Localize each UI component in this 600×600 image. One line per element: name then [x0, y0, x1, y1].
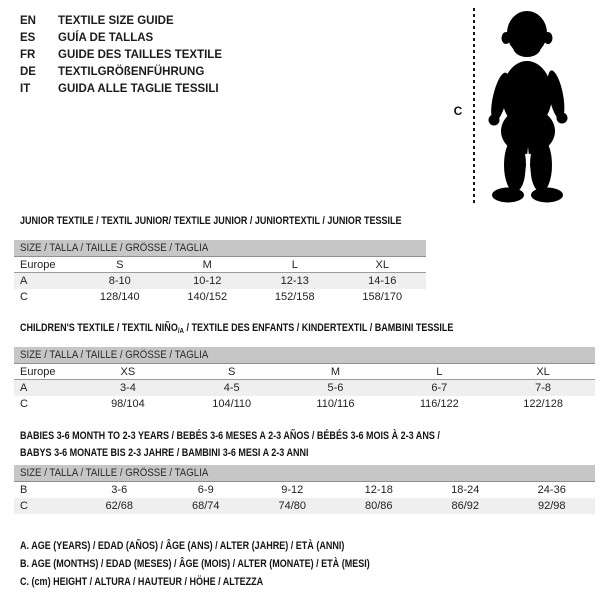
- lang-row-en: [20, 12, 222, 29]
- size-header-band: [14, 240, 426, 257]
- row-label: Europe: [20, 366, 56, 378]
- age-cell: 6-7: [431, 382, 448, 394]
- row-label: C: [20, 291, 28, 303]
- lang-row-de: [20, 63, 222, 80]
- height-cell: 122/128: [523, 398, 563, 410]
- age-cell: 5-6: [327, 382, 344, 394]
- row-label: C: [20, 398, 28, 410]
- month-cell: 3-6: [111, 484, 128, 496]
- table-row-europe: [14, 257, 426, 273]
- guide-title: GUÍA DE TALLAS: [58, 31, 154, 44]
- lang-row-es: [20, 29, 222, 46]
- children-title-post: / TEXTILE DES ENFANTS / KINDERTEXTIL / BAMBINI TESSILE: [183, 322, 454, 334]
- row-label: Europe: [20, 259, 56, 271]
- size-cell: XL: [375, 259, 389, 271]
- baby-silhouette-image: [481, 7, 576, 205]
- size-header-text: SIZE / TALLA / TAILLE / GRÖSSE / TAGLIA: [20, 242, 209, 254]
- month-cell: 9-12: [281, 484, 304, 496]
- language-title-list: [20, 12, 222, 97]
- guide-title: GUIDA ALLE TAGLIE TESSILI: [58, 82, 219, 95]
- size-header-band: [14, 347, 595, 364]
- table-row-c: [14, 396, 595, 412]
- guide-title: GUIDE DES TAILLES TEXTILE: [58, 48, 222, 61]
- month-cell: 6-9: [197, 484, 214, 496]
- footnote-b-text: B. AGE (MONTHS) / EDAD (MESES) / ÂGE (MOIS) / ALTER (MONATE) / ETÀ (MESI): [20, 558, 370, 570]
- height-cell: 128/140: [99, 291, 140, 303]
- age-cell: 10-12: [193, 275, 222, 287]
- size-header-band: [14, 465, 595, 482]
- age-cell: 8-10: [108, 275, 131, 287]
- legend-footnotes: [20, 537, 447, 591]
- row-label: A: [20, 382, 28, 394]
- table-row-europe: [14, 364, 595, 380]
- age-cell: 3-4: [119, 382, 136, 394]
- children-size-table: [14, 347, 595, 412]
- month-cell: 24-36: [537, 484, 566, 496]
- children-title-pre: CHILDREN'S TEXTILE / TEXTIL NIÑO: [20, 322, 178, 334]
- height-cell: 68/74: [191, 500, 220, 512]
- children-section-title: [20, 320, 549, 339]
- height-measure-label: C: [453, 104, 463, 118]
- lang-code: ES: [20, 31, 36, 44]
- footnote-a: [20, 537, 447, 555]
- lang-row-fr: [20, 46, 222, 63]
- table-row-a: [14, 380, 595, 396]
- size-cell: L: [436, 366, 443, 378]
- lang-code: IT: [20, 82, 31, 95]
- guide-title: TEXTILE SIZE GUIDE: [58, 14, 174, 27]
- height-cell: 158/170: [362, 291, 403, 303]
- babies-size-table: [14, 465, 595, 514]
- lang-code: EN: [20, 14, 36, 27]
- lang-row-it: [20, 80, 222, 97]
- children-title-subscript: /A: [177, 326, 184, 335]
- size-cell: M: [202, 259, 212, 271]
- height-cell: 80/86: [364, 500, 393, 512]
- height-cell: 140/152: [187, 291, 228, 303]
- babies-title-line2: BABYS 3-6 MONATE BIS 2-3 JAHRE / BAMBINI 3-6 MESI A 2-3 ANNI: [20, 447, 309, 459]
- junior-size-table: [14, 240, 426, 305]
- lang-code: FR: [20, 48, 36, 61]
- size-cell: M: [330, 366, 341, 378]
- footnote-a-text: A. AGE (YEARS) / EDAD (AÑOS) / ÂGE (ANS) / ALTER (JAHRE) / ETÀ (ANNI): [20, 540, 345, 552]
- month-cell: 12-18: [364, 484, 393, 496]
- height-cell: 74/80: [278, 500, 307, 512]
- height-cell: 86/92: [451, 500, 480, 512]
- footnote-b: [20, 555, 447, 573]
- size-cell: L: [291, 259, 298, 271]
- size-cell: XS: [120, 366, 136, 378]
- babies-section-title: [20, 428, 532, 462]
- height-cell: 116/122: [419, 398, 459, 410]
- table-row-b: [14, 482, 595, 498]
- table-row-c: [14, 498, 595, 514]
- size-header-text: SIZE / TALLA / TAILLE / GRÖSSE / TAGLIA: [20, 467, 209, 479]
- age-cell: 14-16: [368, 275, 397, 287]
- row-label: A: [20, 275, 28, 287]
- row-label: B: [20, 484, 28, 496]
- table-row-c: [14, 289, 426, 305]
- junior-section-title: [20, 213, 485, 230]
- age-cell: 12-13: [280, 275, 309, 287]
- age-cell: 4-5: [223, 382, 240, 394]
- month-cell: 18-24: [451, 484, 480, 496]
- size-header-text: SIZE / TALLA / TAILLE / GRÖSSE / TAGLIA: [20, 349, 209, 361]
- table-row-a: [14, 273, 426, 289]
- footnote-c-text: C. (cm) HEIGHT / ALTURA / HAUTEUR / HÖHE / ALTEZZA: [20, 576, 264, 588]
- height-cell: 110/116: [316, 398, 355, 410]
- guide-title: TEXTILGRÖßENFÜHRUNG: [58, 65, 205, 78]
- size-cell: XL: [536, 366, 550, 378]
- size-cell: S: [116, 259, 124, 271]
- height-dashed-line: [473, 8, 475, 206]
- height-cell: 92/98: [537, 500, 566, 512]
- footnote-c: [20, 573, 447, 591]
- junior-section-title-text: JUNIOR TEXTILE / TEXTIL JUNIOR/ TEXTILE JUNIOR / JUNIORTEXTIL / JUNIOR TESSILE: [20, 215, 402, 227]
- size-cell: S: [228, 366, 236, 378]
- height-cell: 104/110: [212, 398, 252, 410]
- babies-title-line1: BABIES 3-6 MONTH TO 2-3 YEARS / BEBÉS 3-6 MESES A 2-3 AÑOS / BÉBÉS 3-6 MOIS À 2-3 ANS /: [20, 430, 440, 442]
- row-label: C: [20, 500, 28, 512]
- children-section-title-text: [20, 320, 453, 339]
- age-cell: 7-8: [535, 382, 552, 394]
- lang-code: DE: [20, 65, 36, 78]
- height-cell: 62/68: [105, 500, 134, 512]
- height-cell: 152/158: [274, 291, 315, 303]
- height-cell: 98/104: [111, 398, 145, 410]
